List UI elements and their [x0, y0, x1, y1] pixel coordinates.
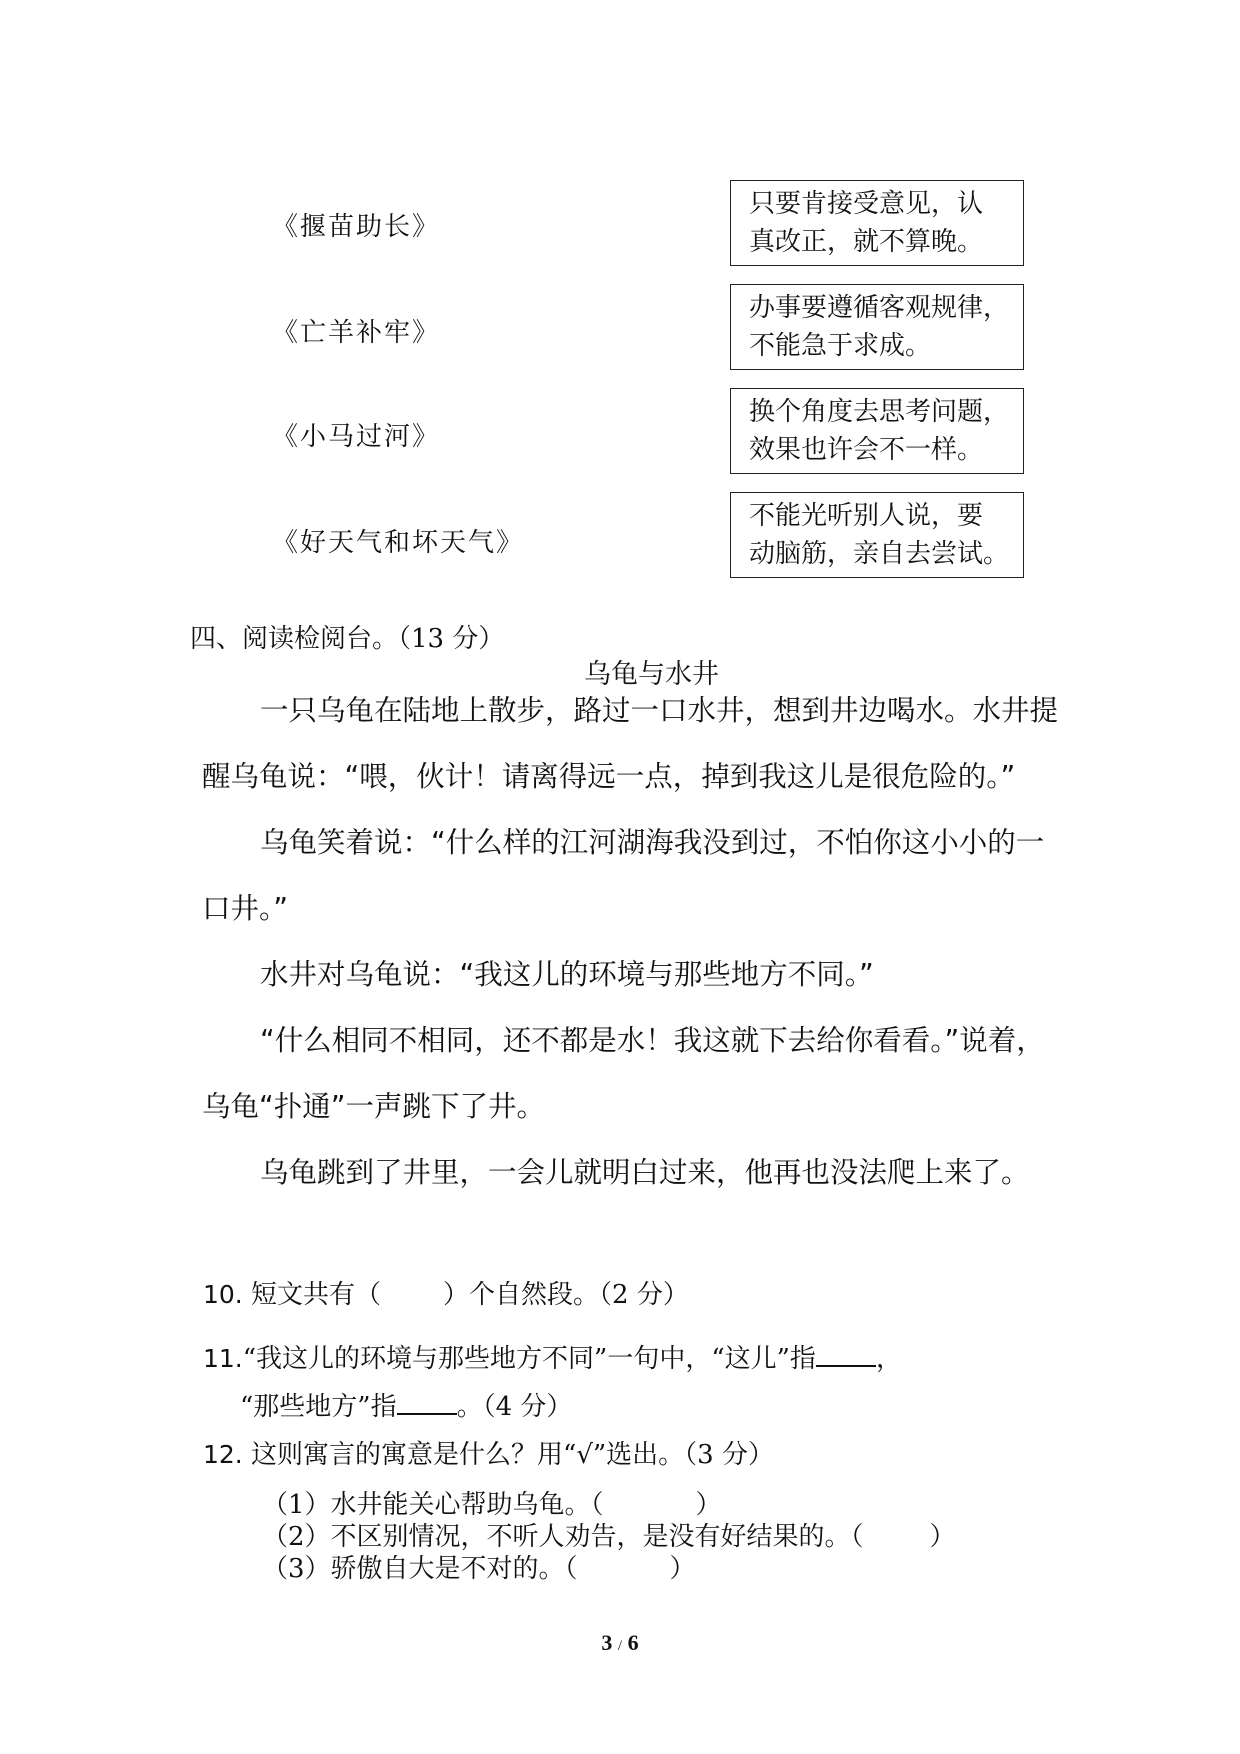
meaning-box-2 — [730, 284, 1024, 370]
idiom-2: 《亡羊补牢》 — [272, 318, 441, 348]
meaning-line: 真改正，就不算晚。 — [749, 227, 984, 257]
page-number — [0, 1630, 1240, 1656]
meaning-box-4 — [730, 492, 1024, 578]
meaning-line: 办事要遵循客观规律， — [749, 293, 1010, 323]
story-paragraph-5: 乌龟跳到了井里，一会儿就明白过来，他再也没法爬上来了。 — [260, 1156, 1030, 1189]
question-text: 短文共有（ — [251, 1280, 382, 1310]
meaning-box-1 — [730, 180, 1024, 266]
total-pages: 6 — [627, 1630, 639, 1655]
idiom-4: 《好天气和坏天气》 — [272, 528, 525, 558]
option-text: （2）不区别情况，不听人劝告，是没有好结果的。（ — [262, 1522, 864, 1552]
story-body — [202, 678, 1062, 1206]
story-paragraph-1: 一只乌龟在陆地上散步，路过一口水井，想到井边喝水。水井提醒乌龟说：“喂，伙计！请离得远一点，掉到我这儿是很危险的。” — [202, 694, 1059, 793]
option-paren: ） — [695, 1490, 722, 1520]
punctuation: ， — [875, 1344, 902, 1374]
question-11-line-2 — [240, 1386, 572, 1423]
current-page: 3 — [601, 1630, 613, 1655]
story-paragraph-2: 乌龟笑着说：“什么样的江河湖海我没到过，不怕你这小小的一口井。” — [202, 826, 1045, 925]
question-number: 12. — [203, 1440, 243, 1469]
answer-blank[interactable] — [397, 1393, 457, 1415]
question-text: 这则寓言的寓意是什么？用“√”选出。（3 分） — [251, 1440, 774, 1470]
page-separator: / — [617, 1638, 623, 1654]
option-text: （1）水井能关心帮助乌龟。（ — [262, 1490, 604, 1520]
meaning-line: 只要肯接受意见，认 — [749, 189, 984, 219]
question-11 — [203, 1338, 902, 1375]
story-paragraph-4: “什么相同不相同，还不都是水！我这就下去给你看看。”说着，乌龟“扑通”一声跳下了井。 — [202, 1024, 1045, 1123]
meaning-line: 换个角度去思考问题， — [749, 397, 1010, 427]
idiom-3: 《小马过河》 — [272, 422, 441, 452]
question-number: 11. — [203, 1344, 243, 1373]
question-text: “我这儿的环境与那些地方不同”一句中，“这儿”指 — [242, 1344, 816, 1374]
question-text: “那些地方”指 — [240, 1392, 397, 1422]
story-paragraph-3: 水井对乌龟说：“我这儿的环境与那些地方不同。” — [260, 958, 874, 991]
option-3 — [262, 1548, 696, 1585]
question-text: 。（4 分） — [456, 1392, 573, 1422]
question-number: 10. — [203, 1280, 243, 1309]
answer-blank[interactable] — [816, 1345, 876, 1367]
idiom-1: 《揠苗助长》 — [272, 212, 441, 242]
question-12 — [203, 1434, 774, 1471]
meaning-box-3 — [730, 388, 1024, 474]
question-10 — [203, 1274, 689, 1311]
meaning-line: 效果也许会不一样。 — [749, 435, 984, 465]
section-heading: 四、阅读检阅台。（13 分） — [190, 624, 505, 654]
meaning-line: 不能光听别人说，要 — [749, 501, 984, 531]
option-paren: ） — [929, 1522, 956, 1552]
meaning-line: 动脑筋，亲自去尝试。 — [749, 539, 1010, 569]
question-text: ）个自然段。（2 分） — [443, 1280, 689, 1310]
meaning-line: 不能急于求成。 — [749, 331, 932, 361]
option-text: （3）骄傲自大是不对的。（ — [262, 1554, 578, 1584]
story-title: 乌龟与水井 — [584, 659, 719, 690]
option-paren: ） — [669, 1554, 696, 1584]
